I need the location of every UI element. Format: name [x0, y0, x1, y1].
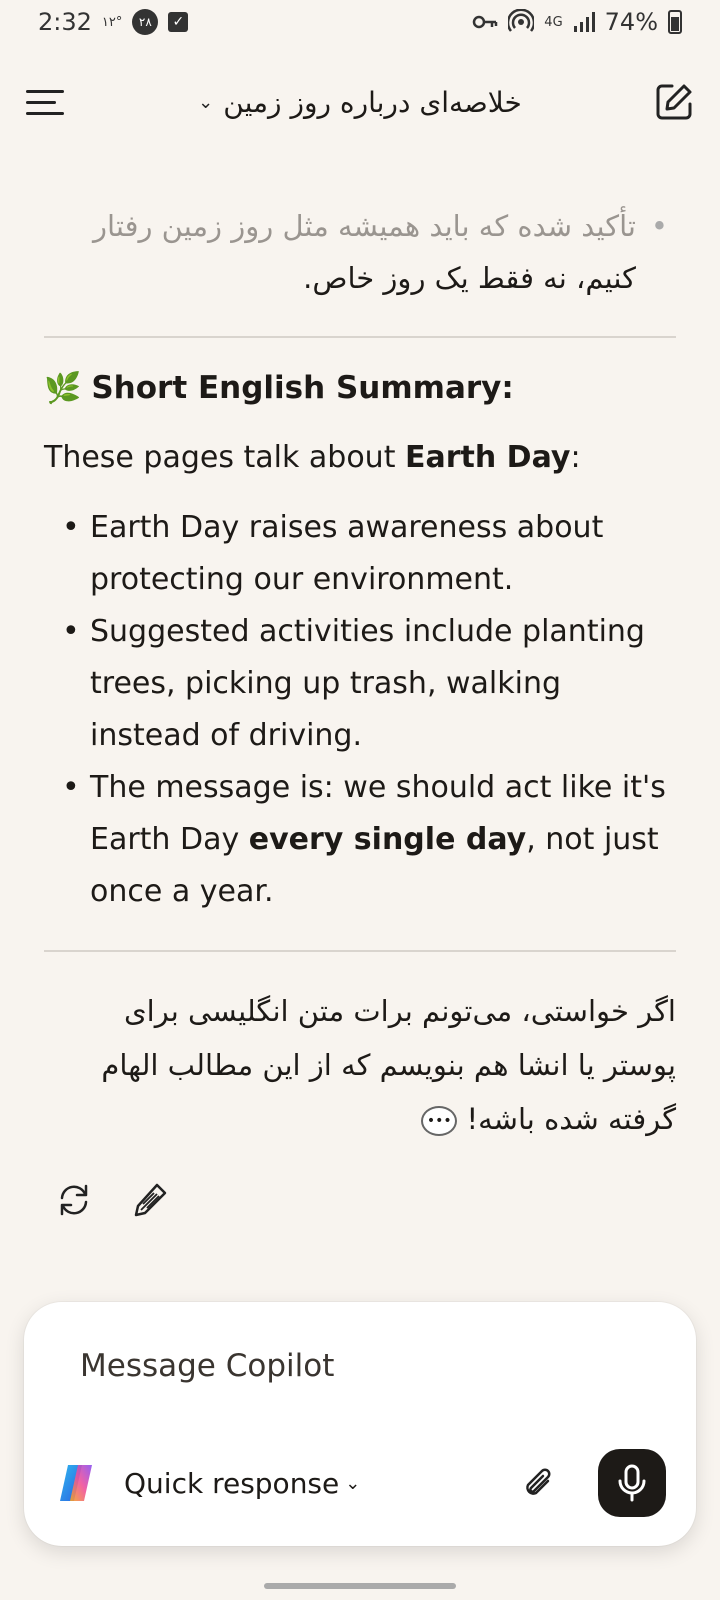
intro-text: [44, 432, 676, 484]
microphone-icon: [615, 1463, 649, 1503]
message-actions: [44, 1180, 676, 1220]
chevron-down-icon: ⌄: [198, 91, 214, 113]
composer-toolbar: [54, 1450, 666, 1516]
notification-badge: ۲۸: [132, 9, 158, 35]
message-composer: [24, 1302, 696, 1546]
key-icon: [472, 12, 498, 32]
home-indicator[interactable]: [264, 1583, 456, 1589]
composer-left: [54, 1461, 360, 1505]
intro-prefix: These pages talk about: [44, 440, 405, 475]
bullet3-bold: every single day: [248, 822, 527, 857]
herb-icon: 🌿: [44, 370, 82, 406]
intro-bold: Earth Day: [405, 440, 571, 475]
bullet-rest: کنیم، نه فقط یک روز خاص.: [303, 261, 636, 295]
list-item: • Earth Day raises awareness about protecting our environment.: [44, 502, 676, 606]
pencil-icon[interactable]: [130, 1180, 170, 1220]
battery-percent: 74%: [604, 8, 658, 36]
paperclip-icon[interactable]: [518, 1463, 558, 1503]
followup-paragraph: [44, 984, 676, 1146]
response-mode-dropdown[interactable]: [124, 1467, 360, 1500]
status-right: [472, 8, 682, 36]
chat-content: [44, 200, 676, 1220]
copilot-logo-icon[interactable]: [54, 1461, 98, 1505]
divider: [44, 950, 676, 952]
composer-right: [518, 1449, 666, 1517]
summary-list: [44, 502, 676, 918]
check-notification-icon: ✓: [168, 12, 188, 32]
speech-bubble-icon: •••: [421, 1106, 457, 1136]
section-title-text: Short English Summary:: [91, 370, 514, 406]
edit-icon[interactable]: [654, 82, 694, 122]
battery-icon: [668, 10, 682, 34]
signal-icon: [573, 11, 595, 33]
divider: [44, 336, 676, 338]
bullet3-prefix: The message is: we should act like it's Earth Day: [90, 770, 666, 857]
list-item: [44, 762, 676, 918]
faded-text: تأکید شده که باید همیشه مثل روز زمین رفتار: [92, 209, 636, 243]
status-left: [38, 8, 188, 36]
menu-icon[interactable]: [26, 82, 66, 122]
section-title: [44, 370, 676, 406]
hotspot-icon: [508, 9, 534, 35]
list-item: • Suggested activities include planting trees, picking up trash, walking instead of driving.: [44, 606, 676, 762]
response-mode-label: Quick response: [124, 1466, 340, 1500]
network-type: 4G: [544, 14, 563, 30]
status-time: 2:32: [38, 8, 92, 36]
status-bar: [0, 0, 720, 44]
chevron-down-icon: ⌄: [345, 1472, 361, 1494]
status-weather: ۱۲°: [101, 14, 123, 30]
refresh-icon[interactable]: [54, 1180, 94, 1220]
bullet3-suffix: , not just once a year.: [90, 822, 659, 909]
conversation-title-dropdown[interactable]: [198, 86, 522, 119]
intro-suffix: :: [570, 440, 581, 475]
message-input[interactable]: Message Copilot: [80, 1348, 335, 1384]
followup-text: اگر خواستی، می‌تونم برات متن انگلیسی برای پوستر یا انشا هم بنویسم که از این مطالب الهام گرفته شده باشه!: [101, 994, 676, 1136]
previous-bullet: [44, 200, 676, 304]
app-header: [0, 64, 720, 140]
microphone-button[interactable]: [598, 1449, 666, 1517]
conversation-title: خلاصه‌ای درباره روز زمین: [223, 85, 522, 119]
